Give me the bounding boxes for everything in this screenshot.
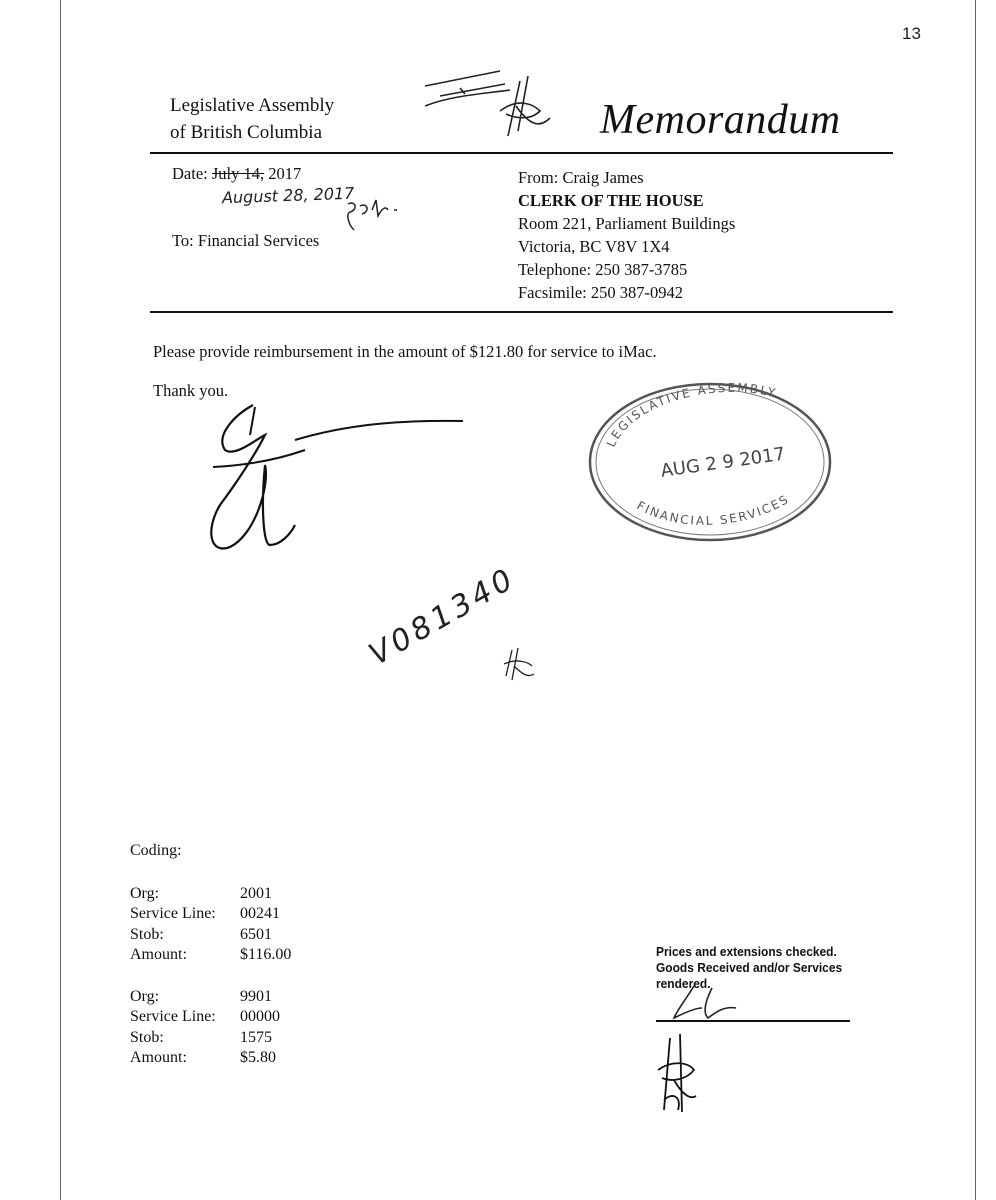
received-stamp [586, 378, 842, 548]
from-block [518, 166, 735, 304]
from-city: Victoria, BC V8V 1X4 [518, 237, 670, 256]
org-value: 2001 [240, 884, 272, 902]
coding-section [130, 841, 291, 1069]
amount-label: Amount: [130, 946, 187, 963]
stamp-top-text: LEGISLATIVE ASSEMBLY [603, 380, 779, 450]
date-year: 2017 [264, 164, 302, 183]
date-label: Date: [172, 164, 212, 183]
left-edge-line [60, 0, 61, 1200]
header-bottom-rule [150, 311, 893, 313]
amount-value: $5.80 [240, 1049, 276, 1066]
service-line-label: Service Line: [130, 905, 216, 922]
coding-row-org [130, 987, 291, 1008]
from-telephone: Telephone: 250 387-3785 [518, 260, 688, 279]
handwritten-date: August 28, 2017 [221, 183, 355, 208]
right-edge-line [975, 0, 976, 1200]
coding-block-2 [130, 987, 291, 1069]
reimbursement-request: Please provide reimbursement in the amount of $121.80 for service to iMac. [153, 342, 657, 361]
verification-line-1: Prices and extensions checked. [656, 944, 837, 959]
from-facsimile: Facsimile: 250 387-0942 [518, 283, 683, 302]
page-number: 13 [902, 24, 921, 43]
coding-row-service-line [130, 1007, 291, 1028]
amount-label: Amount: [130, 1049, 187, 1066]
coding-row-stob [130, 1028, 291, 1049]
signature [195, 395, 475, 565]
organization-line-2: of British Columbia [170, 122, 322, 143]
handwritten-initials-date [342, 196, 402, 236]
coding-heading: Coding: [130, 842, 182, 859]
handwritten-initials-top [420, 66, 560, 146]
date-struck-text: July 14, [211, 164, 265, 183]
org-label: Org: [130, 987, 160, 1005]
stob-label: Stob: [130, 925, 164, 943]
verification-line-2: Goods Received and/or Services [656, 960, 843, 975]
date-line [172, 162, 301, 185]
header-top-rule [150, 152, 893, 154]
verification-line-3: rendered. [656, 976, 711, 991]
service-line-value: 00241 [240, 905, 280, 922]
coding-row-stob [130, 925, 291, 946]
amount-value: $116.00 [240, 946, 292, 963]
memo-title: Memorandum [600, 97, 841, 143]
stamp-bottom-text: FINANCIAL SERVICES [634, 491, 792, 528]
handwritten-initials-voucher [498, 644, 538, 684]
stob-value: 6501 [240, 925, 272, 943]
to-line: To: Financial Services [172, 231, 320, 250]
verification-initials [666, 982, 746, 1022]
handwritten-approval-initials [652, 1030, 702, 1120]
stob-label: Stob: [130, 1028, 164, 1046]
stob-value: 1575 [240, 1028, 272, 1046]
org-label: Org: [130, 884, 160, 902]
from-room: Room 221, Parliament Buildings [518, 214, 736, 233]
service-line-label: Service Line: [130, 1008, 216, 1025]
thank-you: Thank you. [153, 381, 229, 400]
coding-row-amount [130, 1048, 291, 1069]
from-title: CLERK OF THE HOUSE [518, 191, 704, 210]
stamp-date: AUG 2 9 2017 [659, 443, 787, 482]
from-line: From: Craig James [518, 168, 644, 187]
coding-block-1 [130, 884, 291, 966]
coding-row-service-line [130, 904, 291, 925]
organization-line-1: Legislative Assembly [170, 95, 335, 116]
org-value: 9901 [240, 987, 272, 1005]
coding-row-org [130, 884, 291, 905]
handwritten-voucher-number: V081340 [363, 560, 522, 673]
service-line-value: 00000 [240, 1008, 280, 1025]
organization-name [170, 92, 334, 146]
coding-row-amount [130, 945, 291, 966]
